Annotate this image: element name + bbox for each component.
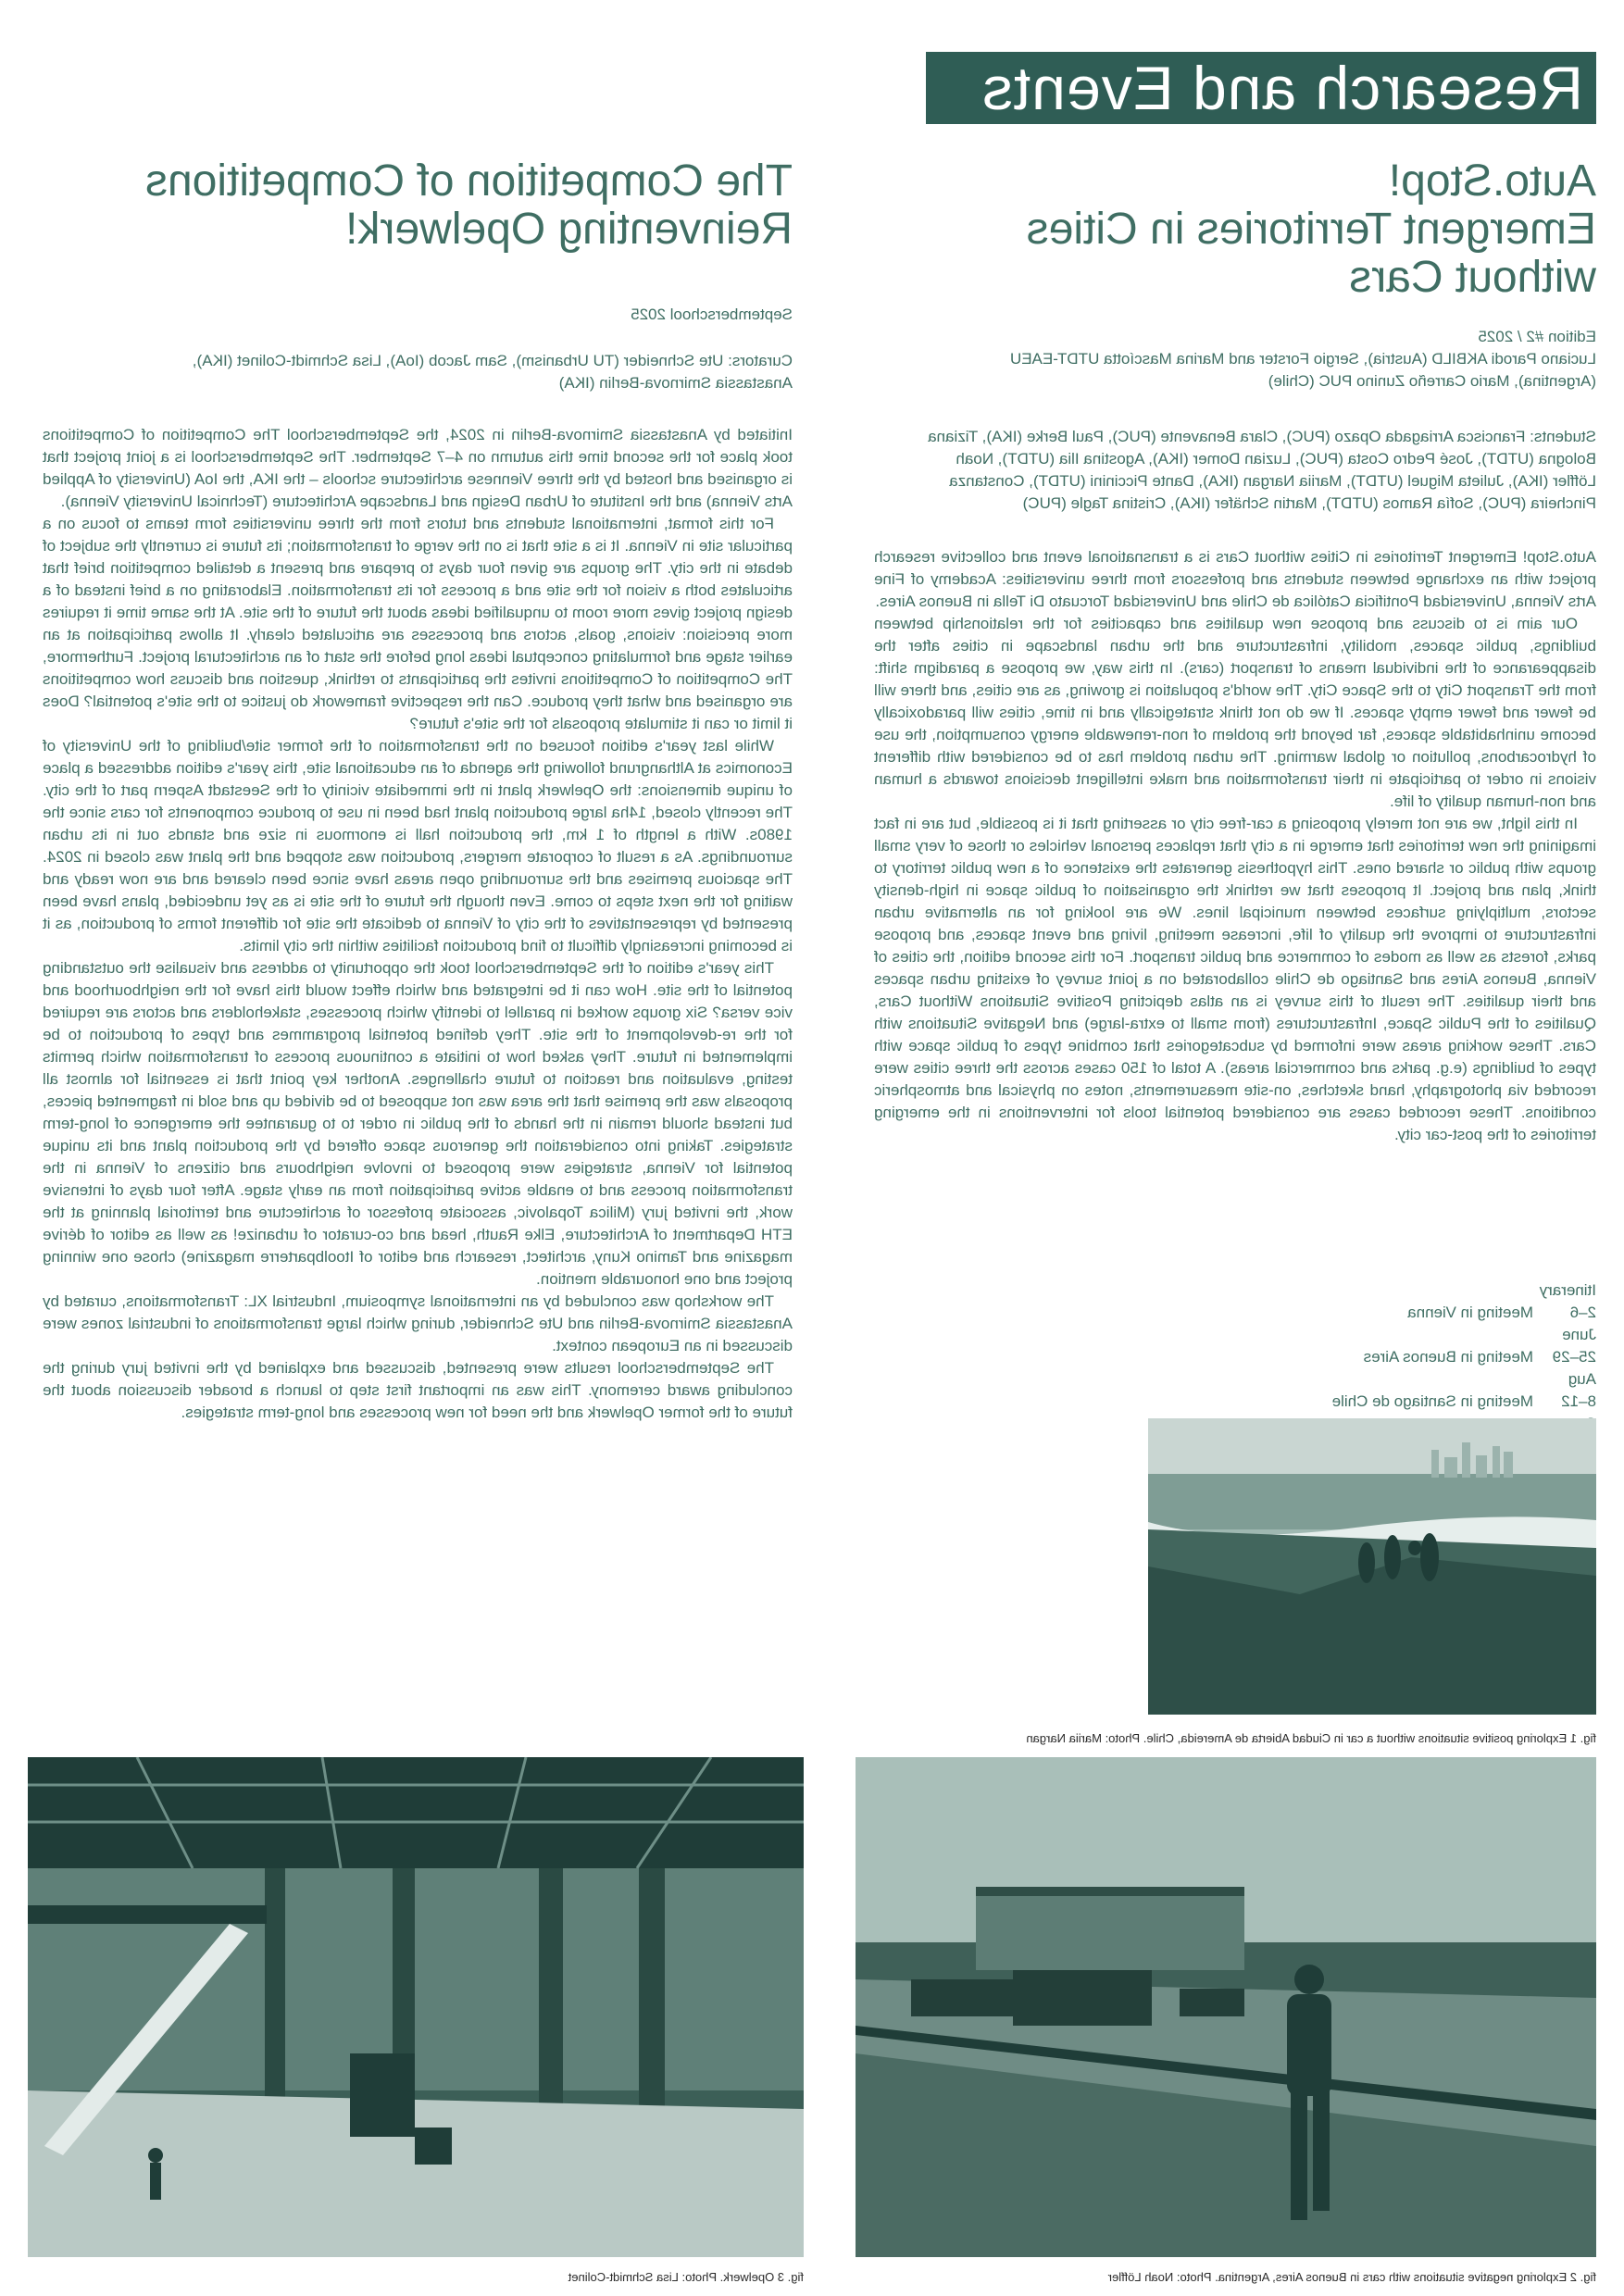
itinerary-row — [1332, 1302, 1596, 1346]
paragraph: The workshop was concluded by an international symposium, Industrial XL: Transformations, curated by Anastassia Smirnova-Berlin and Ute Schneider, during which large transformations of industrial zones were discussed in an European context. — [43, 1292, 793, 1354]
autostop-title-line: without Cars — [1349, 253, 1596, 302]
highway-photo-illustration — [856, 1757, 1596, 2257]
paragraph: For this format, international students and tutors from the three universities form teams to focus on a particular site in Vienna. It is a site that is on the verge of transformation; its future is currently the subject of debate in the city. The groups are given four days to prepare and present a detailed competition brief that articulates both a vision for the site and a process for its transformation. Elaborating on a brief instead of a design project gives more room to unqualified ideas about the future of the site. At the same time it requires more precision: visions, goals, actors and processes are articulated clearly. It allows participation at an earlier stage and formulating conceptual ideas long before the start of an architectural project. Furthermore, The Competition of Competitions invites the participants to rethink, question and discuss how competitions are organised and what they produce. Can the respective framework do justice to the site's potential? Does it limit or can it stimulate proposals for the site's future? — [43, 515, 793, 732]
itinerary-event: Meeting in Vienna — [1407, 1304, 1533, 1321]
figure-2-photo — [856, 1757, 1596, 2257]
figure-1-caption: fig. 1 Exploring positive situations without a car in Ciudad Abierta de Amereida, Chile. Photo: Mariia Nargan — [1026, 1731, 1596, 1745]
section-title: Research and Events — [926, 52, 1596, 124]
autostop-body — [874, 546, 1596, 1146]
students-line: Löffler (IKA), Julieta Miguel (UTDT), Mariia Nargan (IKA), Dante Piccinini (UTDT), Constanza — [949, 472, 1596, 490]
figure-3-caption: fig. 3 Opelwerk. Photo: Lisa Schmidt-Colinet — [568, 2270, 804, 2284]
itinerary-label: Itinerary — [1539, 1281, 1596, 1299]
paragraph: In this light, we are not merely proposing a car-free city or asserting that it is possible, but are in fact imagining the new territories that emerge in a city that replaces personal vehicles or those of very small groups with public or shared ones. This hypothesis generates the existence of a new public territory to think, plan and project. It proposes that we rethink the organisation of public space in high-density sectors, multiplying surfaces between municipal lines. We are looking for an alternative urban infrastructure to improve the quality of life, increase meeting, living and event spaces, and propose parks, forests as well as modes of commerce and public transport. For this second edition, the cities of Vienna, Buenos Aires and Santiago de Chile collaborated on a joint survey of existing urban spaces and their qualities. The result of this survey is an atlas depicting Positive Situations Without Cars, Qualities of the Public Space, Infrastructures (from small to extra-large) and Negative Situations with Cars. These working areas were informed by subcategories that combine types of public space with types of buildings (e.g. parks and commercial areas). A total of 150 cases across the three cities were recorded via photography, hand sketches, on-site measurements, notes on physical and atmospheric conditions. These recorded cases are considered potential tools for interventions in the emerging territories of the post-car city. — [874, 815, 1596, 1143]
itinerary-event: Meeting in Santiago de Chile — [1331, 1392, 1533, 1410]
autostop-organisers — [1010, 348, 1596, 393]
autostop-title-line: Auto.Stop! — [1388, 156, 1596, 206]
curators-line: Anastassia Smirnova-Berlin (IKA) — [558, 374, 793, 392]
paragraph: While last year's edition focused on the transformation of the former site/building of the University of Economics at Althangrund following the agenda of an educational site, this year's edition addressed a place of unique dimensions: the Opelwerk plant in the immediate vicinity of the Seestadt Aspern part of the city. The recently closed, 14ha large production plant had been in use to produce components for cars since the 1980s. With a length of 1 km, the production hall is enormous in size and stands out in its urban surroundings. As a result of corporate mergers, production was stopped and the plant was closed in 2024. The spacious premises and the surrounding open areas have since been cleared and are now ready and waiting for the next steps to come. Even though the future of the site is as yet undecided, plans have been presented by representatives of the city of Vienna to dedicate the site for different forms of production, as it is becoming increasingly difficult to find production facilities within the city limits. — [43, 737, 793, 955]
factory-hall-photo-illustration — [28, 1757, 804, 2257]
opelwerk-title — [145, 157, 793, 254]
students-line: Bologna (UTDT), José Pedro Costa (PUC), Luzian Domer (IKA), Agostina Ilia (UTDT), Noah — [956, 450, 1596, 468]
autostop-students — [928, 426, 1596, 515]
figure-1-photo — [1148, 1418, 1596, 1715]
itinerary — [1332, 1279, 1596, 1435]
opelwerk-event: Septemberschool 2025 — [631, 306, 793, 323]
opelwerk-title-line: Reinventing Opelwerk! — [345, 205, 793, 254]
figure-3-photo — [28, 1757, 804, 2257]
itinerary-date: 2–6 June — [1562, 1304, 1596, 1343]
students-line: Students: Francisca Arriagada Opazo (PUC), Clara Benavente (PUC), Paul Berke (IKA), Tiziana — [928, 428, 1596, 445]
itinerary-event: Meeting in Buenos Aires — [1363, 1348, 1533, 1366]
autostop-title — [1027, 157, 1596, 302]
paragraph: This year's edition of the Septemberschool took the opportunity to address and visualise the outstanding potential of the site. How can it be integrated and which effect would this have for the neighbourhood and vice versa? Six groups worked in parallel to identify which processes, stakeholders and actors are required for the re-development of the site. They defined potential programmes and types of production to be implemented in future. They asked how to initiate a continuous process of transformation which permits testing, evaluation and reaction to future challenges. Another key point that is essential for almost all proposals was the premise that the area was not supposed to be divided up and sold in fragmented pieces, but instead should remain in the hands of the public in order to to guarantee the emergence of long-term strategies. Taking into consideration the generous space offered by the production plant and its unique potential for Vienna, strategies were proposed to involve neighbours and citizens of Vienna in the transformation process and to enable active participation from an early stage. After four days of intensive work, the invited jury (Milica Topalovic, associate professor of architecture and territorial planning at the ETH Department of Architecture, Elke Rauth, head and co-curator of urbanize! as well as editor of dérive magazine and Tamino Kuny, architect, research and editor of Itoolbparterre magazine) chose one winning project and one honourable mention. — [43, 959, 793, 1288]
paragraph: Auto.Stop! Emergent Territories in Cities without Cars is a transnational event and collective research project with an exchange between students and professors from three universities: Academy of Fine Arts Vienna, Universidad Pontificia Católica de Chile and Universidad Torcuato Di Tella in Buenos Aires. — [874, 548, 1596, 610]
opelwerk-curators — [193, 350, 793, 394]
autostop-title-line: Emergent Territories in Cities — [1026, 205, 1596, 254]
itinerary-date: 8–12 — [1561, 1392, 1596, 1410]
coast-photo-illustration — [1148, 1418, 1596, 1715]
itinerary-date: 25–29 Aug — [1552, 1348, 1596, 1388]
opelwerk-title-line: The Competition of Competitions — [145, 156, 793, 206]
paragraph: Our aim is to discuss and propose new qualities and capacities for the relationship between buildings, public spaces, mobility, infrastructure and the urban landscape in cities after the disappearance of the individual means of transport (cars). In this way, we propose a paradigm shift: from the Transport City to the Space City. The world's population is growing, as are cities, and there will be fewer and fewer empty spaces. If we do not think strategically and in time, cities will paradoxically become uninhabitable spaces, far beyond the problem of non-renewable energy consumption, the use of hydrocarbons, pollution or global warming. The urban problem has to be considered with different visions in order to participate in their transformation and make intelligent decisions towards a human and non-human quality of life. — [874, 615, 1596, 810]
students-line: Pincheira (PUC), Sofía Ramos (UTDT), Martin Schäfer (IKA), Cristina Tagle (PUC) — [1022, 494, 1596, 512]
organisers-line: (Argentina), Mario Carreño Zunino PUC (Chile) — [1268, 372, 1596, 390]
itinerary-row — [1332, 1346, 1596, 1391]
opelwerk-body — [43, 424, 793, 1424]
autostop-edition: Edition #2 / 2025 — [1478, 328, 1596, 345]
organisers-line: Luciano Parodi AKBILD (Austria), Sergio Forster and Marina Mascíotta UTDT-EAEU — [1009, 350, 1596, 368]
paragraph: The Septemberschool results were presented, discussed and explained by the invited jury during the concluding award ceremony. This was an important first step to launch a broader discussion about the future of the former Opelwerk and the need for new processes and long-term strategies. — [43, 1359, 793, 1421]
figure-2-caption: fig. 2 Exploring negative situations with cars in Buenos Aires, Argentina. Photo: Noah Löffler — [1107, 2270, 1596, 2284]
curators-line: Curators: Ute Schneider (TU Urbanism), Sam Jacob (IoA), Lisa Schmidt-Colinet (IKA), — [192, 352, 793, 369]
paragraph: Initiated by Anastassia Smirnova-Berlin in 2024, the Septemberschool The Competition of Competitions took place for the second time this autumn on 4–7 September. The Septemberschool is a joint project that is organised and hosted by the three Viennese architecture schools – the IKA, the IoA (University of Applied Arts Vienna) and the Institute of Urban Design and Landscape Architecture (Technical University Vienna). — [43, 426, 793, 510]
